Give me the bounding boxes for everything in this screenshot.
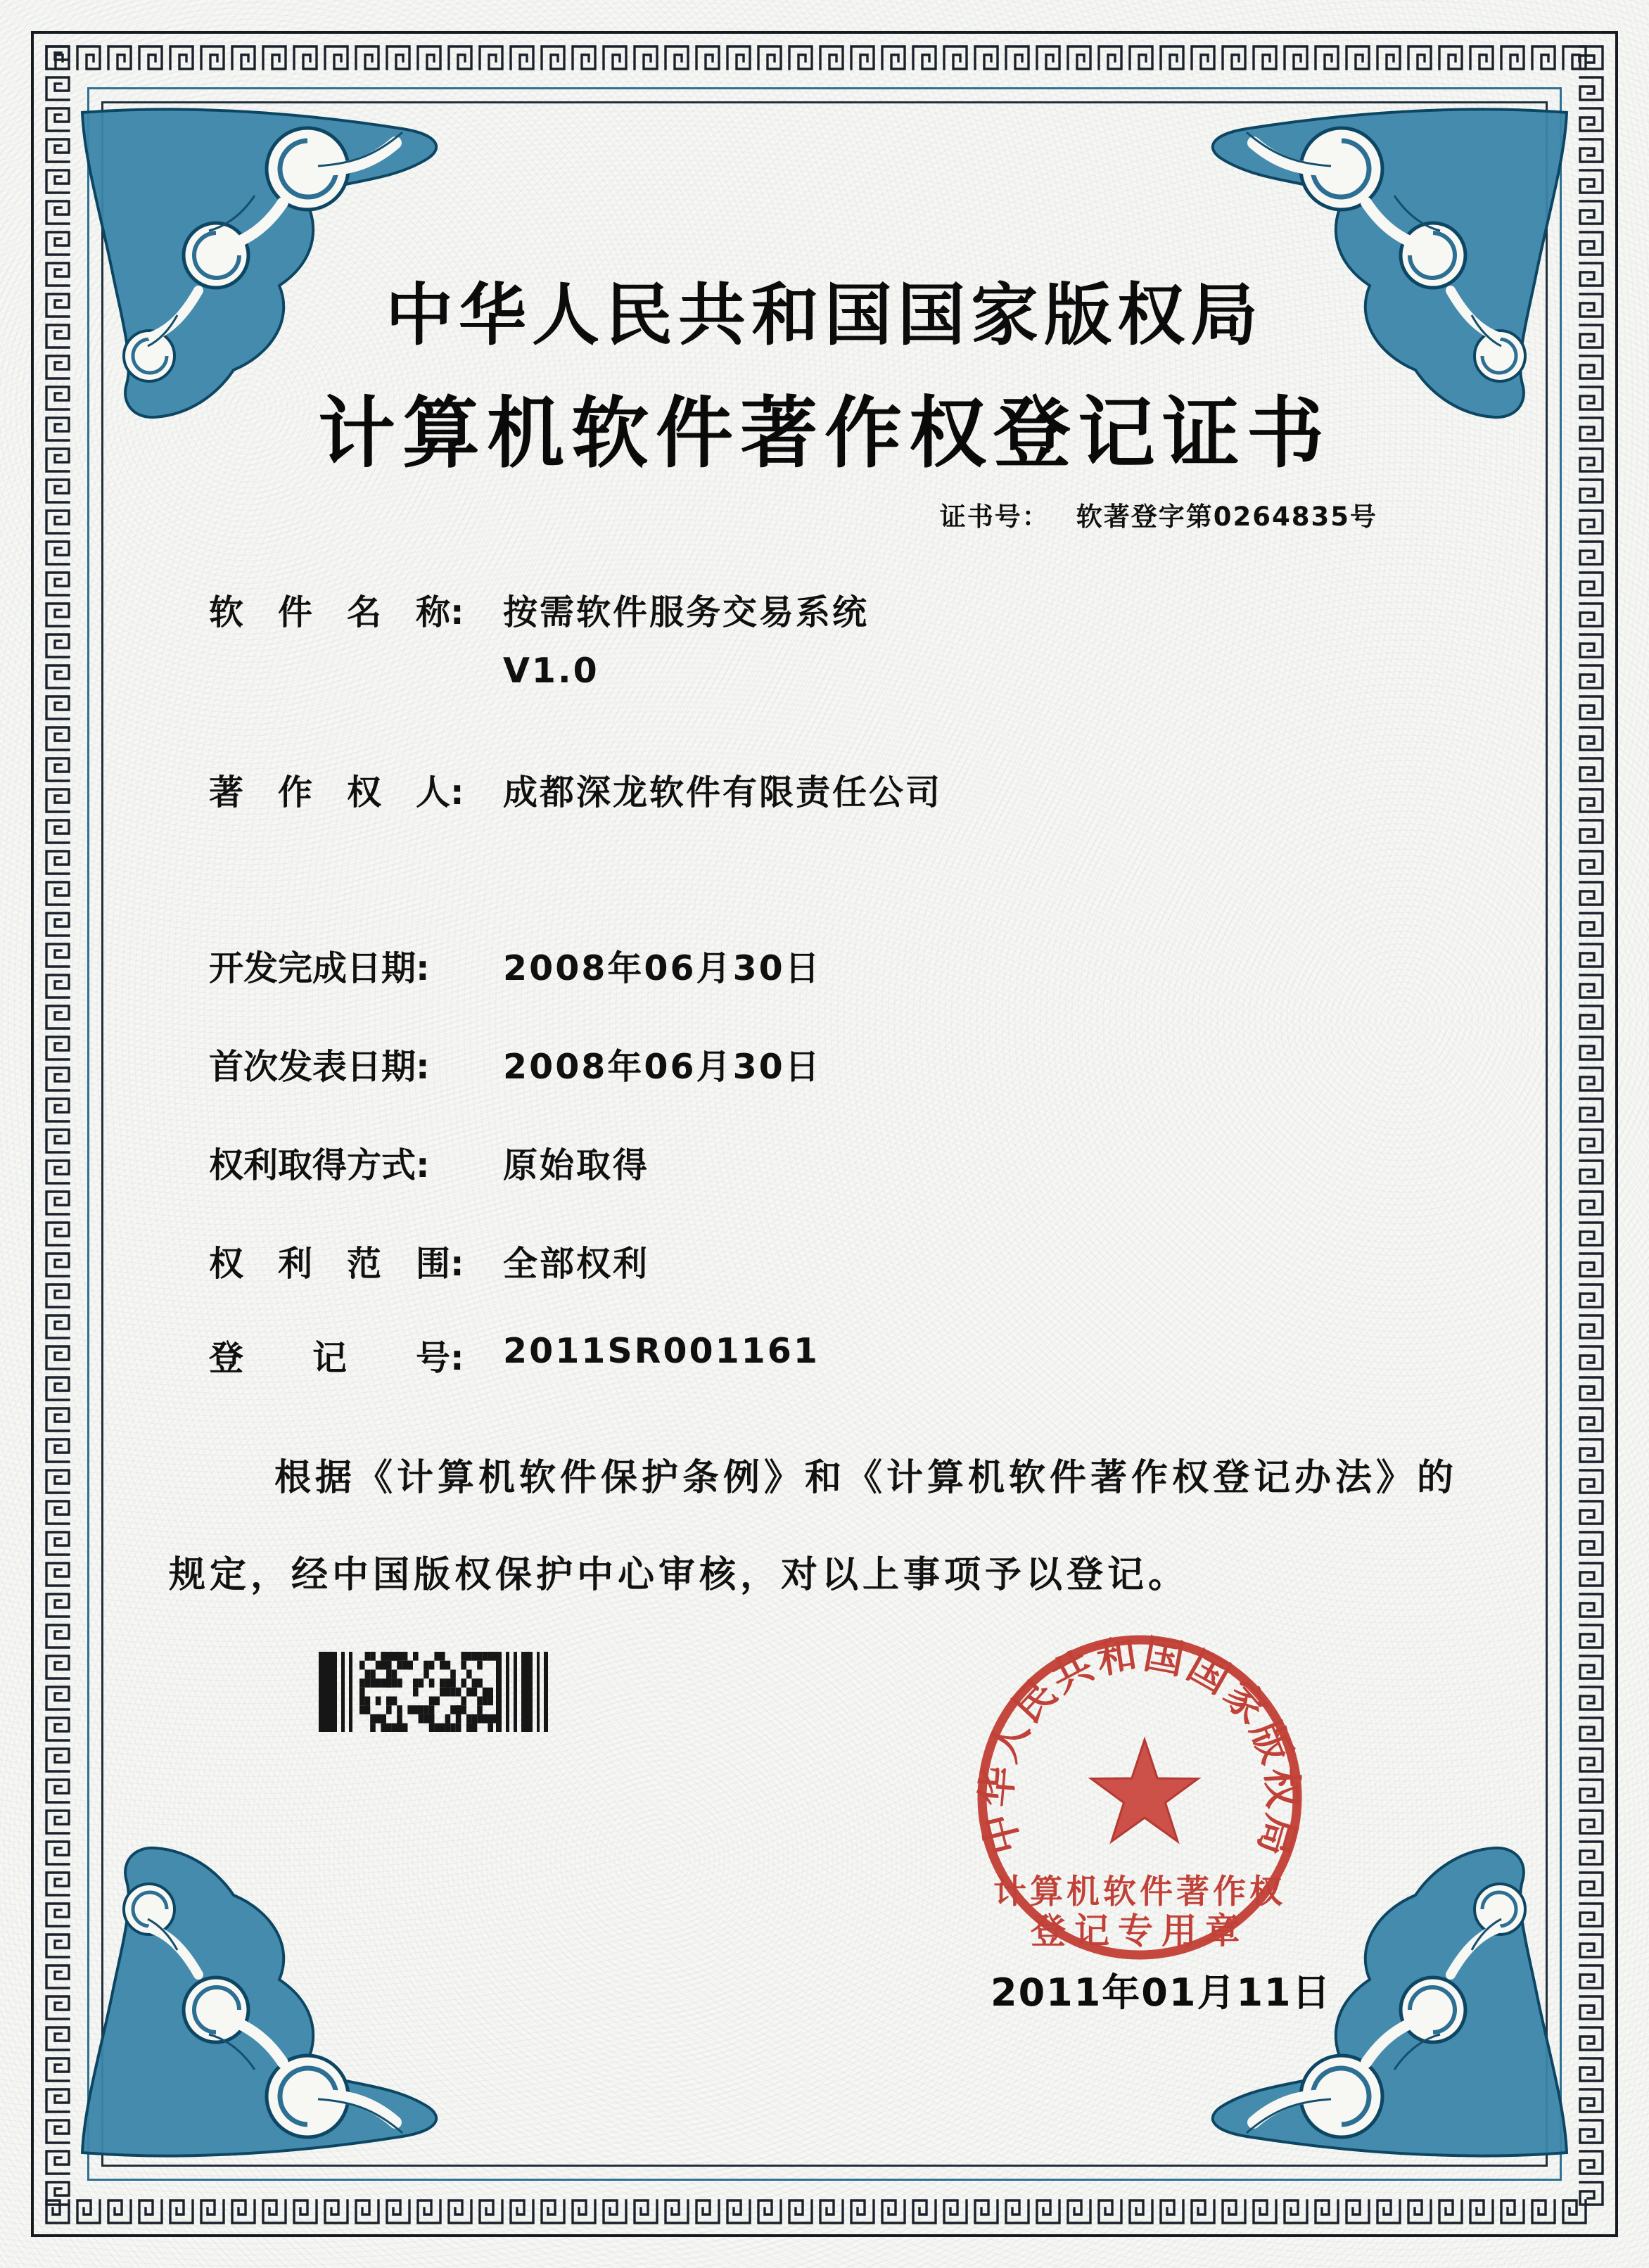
seal-text-line2: 登记专用章	[1031, 1911, 1249, 1951]
greek-key-border-left	[42, 42, 73, 2227]
field-value: 按需软件服务交易系统	[503, 592, 870, 632]
seal-ring-text: 中华人民共和国国家版权局	[973, 1630, 1306, 1864]
greek-key-border-top	[42, 42, 1607, 73]
field-value: 全部权利	[503, 1244, 650, 1284]
corner-flourish-icon	[72, 1845, 466, 2161]
field-value: 原始取得	[503, 1145, 650, 1185]
greek-key-border-right	[1576, 42, 1607, 2227]
certificate-number	[940, 495, 1377, 533]
certificate-title: 计算机软件著作权登记证书	[318, 388, 1331, 478]
certificate-number-label: 证书号：	[939, 502, 1050, 532]
official-seal	[972, 1629, 1308, 1966]
field-value: 2008年06月30日	[503, 948, 822, 988]
field-label: 软 件 名 称:	[209, 592, 464, 632]
field-value: 2011SR001161	[503, 1331, 820, 1371]
body-paragraph-line1: 根据《计算机软件保护条例》和《计算机软件著作权登记办法》的	[274, 1457, 1458, 1499]
field-value-version: V1.0	[503, 651, 599, 691]
certificate-number-value: 软著登字第0264835号	[1076, 502, 1377, 532]
seal-star-icon	[1091, 1740, 1198, 1842]
field-label: 权 利 范 围:	[209, 1244, 464, 1284]
field-label: 开发完成日期:	[209, 948, 430, 988]
body-paragraph-line2: 规定，经中国版权保护中心审核，对以上事项予以登记。	[169, 1554, 1190, 1596]
field-label: 登 记 号:	[209, 1338, 464, 1378]
field-value: 2008年06月30日	[503, 1047, 822, 1087]
field-label: 首次发表日期:	[209, 1047, 430, 1087]
field-label: 著 作 权 人:	[209, 772, 464, 813]
issue-date: 2011年01月11日	[991, 1970, 1332, 2015]
barcode	[319, 1652, 548, 1732]
authority-title: 中华人民共和国国家版权局	[386, 275, 1263, 355]
field-label: 权利取得方式:	[209, 1145, 430, 1185]
seal-text-line1: 计算机软件著作权	[993, 1873, 1286, 1911]
greek-key-border-bottom	[42, 2196, 1607, 2227]
field-value: 成都深龙软件有限责任公司	[503, 772, 943, 813]
